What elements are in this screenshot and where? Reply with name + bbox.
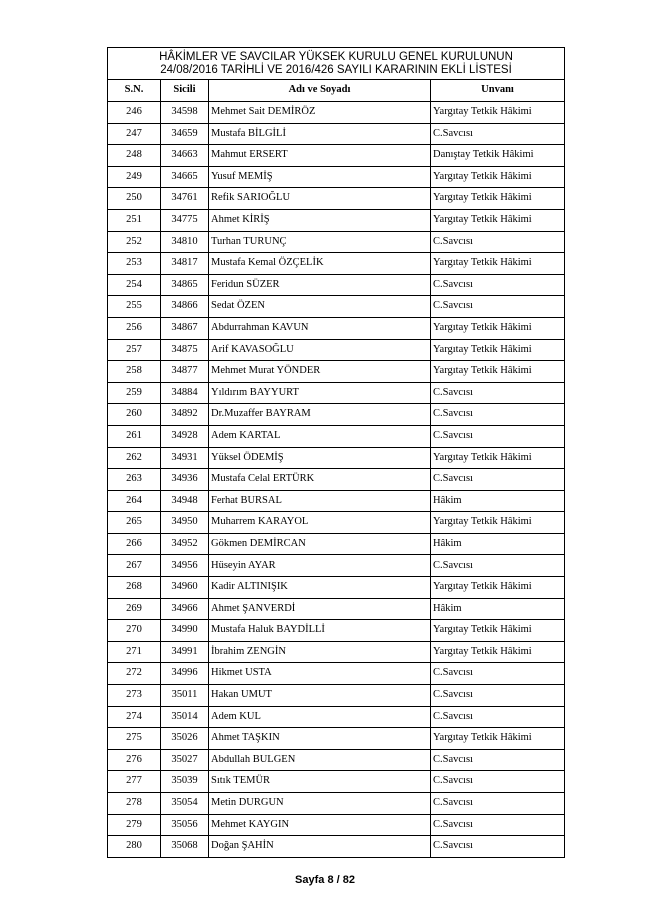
row-unvan: Danıştay Tetkik Hâkimi bbox=[431, 145, 565, 167]
row-name: Metin DURGUN bbox=[209, 793, 431, 815]
row-sn: 272 bbox=[108, 663, 161, 685]
row-unvan: C.Savcısı bbox=[431, 404, 565, 426]
row-sicil: 34865 bbox=[161, 274, 209, 296]
row-sicil: 34948 bbox=[161, 490, 209, 512]
table-row bbox=[108, 663, 565, 685]
row-name: İbrahim ZENGİN bbox=[209, 641, 431, 663]
table-row bbox=[108, 512, 565, 534]
row-sicil: 34659 bbox=[161, 123, 209, 145]
row-name: Mehmet Murat YÖNDER bbox=[209, 361, 431, 383]
row-sicil: 34931 bbox=[161, 447, 209, 469]
table-row bbox=[108, 641, 565, 663]
table-row bbox=[108, 123, 565, 145]
row-name: Ahmet TAŞKIN bbox=[209, 728, 431, 750]
row-name: Sedat ÖZEN bbox=[209, 296, 431, 318]
row-sicil: 34936 bbox=[161, 469, 209, 491]
row-unvan: Yargıtay Tetkik Hâkimi bbox=[431, 361, 565, 383]
row-unvan: C.Savcısı bbox=[431, 382, 565, 404]
row-unvan: C.Savcısı bbox=[431, 836, 565, 858]
row-name: Refik SARIOĞLU bbox=[209, 188, 431, 210]
row-sicil: 34928 bbox=[161, 425, 209, 447]
row-sicil: 34867 bbox=[161, 317, 209, 339]
table-row bbox=[108, 361, 565, 383]
row-sn: 269 bbox=[108, 598, 161, 620]
row-unvan: C.Savcısı bbox=[431, 469, 565, 491]
row-name: Mustafa BİLGİLİ bbox=[209, 123, 431, 145]
row-sicil: 34598 bbox=[161, 102, 209, 124]
row-sn: 266 bbox=[108, 533, 161, 555]
title-line-2: 24/08/2016 TARİHLİ VE 2016/426 SAYILI KARARININ EKLİ LİSTESİ bbox=[160, 63, 512, 76]
row-unvan: C.Savcısı bbox=[431, 555, 565, 577]
column-header-name: Adı ve Soyadı bbox=[209, 80, 431, 102]
row-unvan: Yargıtay Tetkik Hâkimi bbox=[431, 209, 565, 231]
row-sicil: 34761 bbox=[161, 188, 209, 210]
row-sn: 249 bbox=[108, 166, 161, 188]
row-unvan: C.Savcısı bbox=[431, 706, 565, 728]
row-name: Muharrem KARAYOL bbox=[209, 512, 431, 534]
table-row bbox=[108, 620, 565, 642]
row-sicil: 34892 bbox=[161, 404, 209, 426]
row-name: Ahmet ŞANVERDİ bbox=[209, 598, 431, 620]
table-row bbox=[108, 598, 565, 620]
row-name: Adem KUL bbox=[209, 706, 431, 728]
row-unvan: C.Savcısı bbox=[431, 685, 565, 707]
row-sicil: 34991 bbox=[161, 641, 209, 663]
table-row bbox=[108, 425, 565, 447]
document-title bbox=[108, 48, 565, 80]
row-unvan: Yargıtay Tetkik Hâkimi bbox=[431, 317, 565, 339]
row-sn: 275 bbox=[108, 728, 161, 750]
row-name: Mustafa Haluk BAYDİLLİ bbox=[209, 620, 431, 642]
column-header-row bbox=[108, 80, 565, 102]
row-sn: 278 bbox=[108, 793, 161, 815]
table-row bbox=[108, 490, 565, 512]
row-sicil: 34950 bbox=[161, 512, 209, 534]
row-name: Hüseyin AYAR bbox=[209, 555, 431, 577]
row-sn: 268 bbox=[108, 577, 161, 599]
row-sicil: 34956 bbox=[161, 555, 209, 577]
row-sn: 259 bbox=[108, 382, 161, 404]
row-unvan: C.Savcısı bbox=[431, 749, 565, 771]
row-name: Abdurrahman KAVUN bbox=[209, 317, 431, 339]
table-row bbox=[108, 382, 565, 404]
row-sicil: 34663 bbox=[161, 145, 209, 167]
table-row bbox=[108, 102, 565, 124]
row-name: Hikmet USTA bbox=[209, 663, 431, 685]
row-name: Mehmet KAYGIN bbox=[209, 814, 431, 836]
row-sicil: 34817 bbox=[161, 253, 209, 275]
row-unvan: C.Savcısı bbox=[431, 123, 565, 145]
row-sn: 255 bbox=[108, 296, 161, 318]
table-row bbox=[108, 793, 565, 815]
row-sn: 271 bbox=[108, 641, 161, 663]
row-sicil: 34866 bbox=[161, 296, 209, 318]
row-sn: 248 bbox=[108, 145, 161, 167]
row-unvan: Yargıtay Tetkik Hâkimi bbox=[431, 620, 565, 642]
row-unvan: C.Savcısı bbox=[431, 425, 565, 447]
table-row bbox=[108, 533, 565, 555]
row-sicil: 35039 bbox=[161, 771, 209, 793]
row-sicil: 34990 bbox=[161, 620, 209, 642]
row-sn: 258 bbox=[108, 361, 161, 383]
row-sicil: 34665 bbox=[161, 166, 209, 188]
row-name: Ahmet KİRİŞ bbox=[209, 209, 431, 231]
row-unvan: C.Savcısı bbox=[431, 274, 565, 296]
row-name: Sıtık TEMÜR bbox=[209, 771, 431, 793]
row-unvan: Yargıtay Tetkik Hâkimi bbox=[431, 102, 565, 124]
table-row bbox=[108, 814, 565, 836]
row-name: Feridun SÜZER bbox=[209, 274, 431, 296]
row-unvan: C.Savcısı bbox=[431, 793, 565, 815]
title-row bbox=[108, 48, 565, 80]
row-name: Yıldırım BAYYURT bbox=[209, 382, 431, 404]
row-sicil: 34810 bbox=[161, 231, 209, 253]
row-sn: 277 bbox=[108, 771, 161, 793]
row-unvan: Yargıtay Tetkik Hâkimi bbox=[431, 166, 565, 188]
row-sn: 246 bbox=[108, 102, 161, 124]
row-sn: 280 bbox=[108, 836, 161, 858]
row-sn: 261 bbox=[108, 425, 161, 447]
row-sn: 263 bbox=[108, 469, 161, 491]
table-row bbox=[108, 555, 565, 577]
row-name: Adem KARTAL bbox=[209, 425, 431, 447]
row-unvan: C.Savcısı bbox=[431, 771, 565, 793]
row-sicil: 34966 bbox=[161, 598, 209, 620]
row-sn: 270 bbox=[108, 620, 161, 642]
table-row bbox=[108, 469, 565, 491]
row-sn: 276 bbox=[108, 749, 161, 771]
page-number: Sayfa 8 / 82 bbox=[295, 874, 355, 886]
table-row bbox=[108, 577, 565, 599]
row-name: Dr.Muzaffer BAYRAM bbox=[209, 404, 431, 426]
row-sn: 251 bbox=[108, 209, 161, 231]
row-sicil: 34775 bbox=[161, 209, 209, 231]
table-row bbox=[108, 728, 565, 750]
row-sicil: 34877 bbox=[161, 361, 209, 383]
row-unvan: Yargıtay Tetkik Hâkimi bbox=[431, 512, 565, 534]
table-row bbox=[108, 771, 565, 793]
row-sn: 250 bbox=[108, 188, 161, 210]
row-sn: 267 bbox=[108, 555, 161, 577]
table-row bbox=[108, 253, 565, 275]
row-name: Doğan ŞAHİN bbox=[209, 836, 431, 858]
table-row bbox=[108, 836, 565, 858]
row-name: Mustafa Celal ERTÜRK bbox=[209, 469, 431, 491]
row-unvan: Yargıtay Tetkik Hâkimi bbox=[431, 253, 565, 275]
row-unvan: Yargıtay Tetkik Hâkimi bbox=[431, 728, 565, 750]
table-row bbox=[108, 317, 565, 339]
column-header-sicil: Sicili bbox=[161, 80, 209, 102]
row-name: Yusuf MEMİŞ bbox=[209, 166, 431, 188]
row-sn: 256 bbox=[108, 317, 161, 339]
row-sicil: 34884 bbox=[161, 382, 209, 404]
row-name: Hakan UMUT bbox=[209, 685, 431, 707]
row-sn: 273 bbox=[108, 685, 161, 707]
row-sn: 253 bbox=[108, 253, 161, 275]
row-unvan: Yargıtay Tetkik Hâkimi bbox=[431, 447, 565, 469]
row-sicil: 35068 bbox=[161, 836, 209, 858]
row-name: Arif KAVASOĞLU bbox=[209, 339, 431, 361]
row-sn: 260 bbox=[108, 404, 161, 426]
row-sicil: 34875 bbox=[161, 339, 209, 361]
table-row bbox=[108, 231, 565, 253]
row-name: Gökmen DEMİRCAN bbox=[209, 533, 431, 555]
row-sicil: 35027 bbox=[161, 749, 209, 771]
row-sn: 264 bbox=[108, 490, 161, 512]
row-sn: 257 bbox=[108, 339, 161, 361]
table-row bbox=[108, 166, 565, 188]
table-row bbox=[108, 685, 565, 707]
column-header-unvan: Unvanı bbox=[431, 80, 565, 102]
table-row bbox=[108, 404, 565, 426]
table-row bbox=[108, 749, 565, 771]
row-name: Mahmut ERSERT bbox=[209, 145, 431, 167]
row-sn: 274 bbox=[108, 706, 161, 728]
row-sn: 247 bbox=[108, 123, 161, 145]
personnel-list-table bbox=[107, 47, 565, 858]
row-unvan: C.Savcısı bbox=[431, 231, 565, 253]
row-unvan: C.Savcısı bbox=[431, 814, 565, 836]
table-row bbox=[108, 274, 565, 296]
table-row bbox=[108, 706, 565, 728]
row-unvan: Hâkim bbox=[431, 533, 565, 555]
row-unvan: Hâkim bbox=[431, 490, 565, 512]
table-row bbox=[108, 188, 565, 210]
row-unvan: C.Savcısı bbox=[431, 663, 565, 685]
table-body bbox=[108, 102, 565, 858]
row-unvan: Hâkim bbox=[431, 598, 565, 620]
row-sicil: 35014 bbox=[161, 706, 209, 728]
row-name: Mehmet Sait DEMİRÖZ bbox=[209, 102, 431, 124]
row-sn: 262 bbox=[108, 447, 161, 469]
row-name: Abdullah BULGEN bbox=[209, 749, 431, 771]
row-sn: 254 bbox=[108, 274, 161, 296]
row-name: Ferhat BURSAL bbox=[209, 490, 431, 512]
row-sicil: 34960 bbox=[161, 577, 209, 599]
row-sicil: 35011 bbox=[161, 685, 209, 707]
table-row bbox=[108, 209, 565, 231]
table-row bbox=[108, 447, 565, 469]
row-unvan: Yargıtay Tetkik Hâkimi bbox=[431, 641, 565, 663]
row-name: Turhan TURUNÇ bbox=[209, 231, 431, 253]
row-sn: 279 bbox=[108, 814, 161, 836]
row-sicil: 35026 bbox=[161, 728, 209, 750]
table-row bbox=[108, 296, 565, 318]
row-name: Mustafa Kemal ÖZÇELİK bbox=[209, 253, 431, 275]
row-sicil: 35054 bbox=[161, 793, 209, 815]
row-sicil: 35056 bbox=[161, 814, 209, 836]
row-unvan: Yargıtay Tetkik Hâkimi bbox=[431, 188, 565, 210]
column-header-sn: S.N. bbox=[108, 80, 161, 102]
row-name: Yüksel ÖDEMİŞ bbox=[209, 447, 431, 469]
table-row bbox=[108, 339, 565, 361]
row-sicil: 34996 bbox=[161, 663, 209, 685]
row-sicil: 34952 bbox=[161, 533, 209, 555]
row-sn: 265 bbox=[108, 512, 161, 534]
row-sn: 252 bbox=[108, 231, 161, 253]
table-row bbox=[108, 145, 565, 167]
row-unvan: Yargıtay Tetkik Hâkimi bbox=[431, 339, 565, 361]
row-unvan: C.Savcısı bbox=[431, 296, 565, 318]
row-unvan: Yargıtay Tetkik Hâkimi bbox=[431, 577, 565, 599]
title-line-1: HÂKİMLER VE SAVCILAR YÜKSEK KURULU GENEL KURULUNUN bbox=[159, 50, 513, 63]
row-name: Kadir ALTINIŞIK bbox=[209, 577, 431, 599]
